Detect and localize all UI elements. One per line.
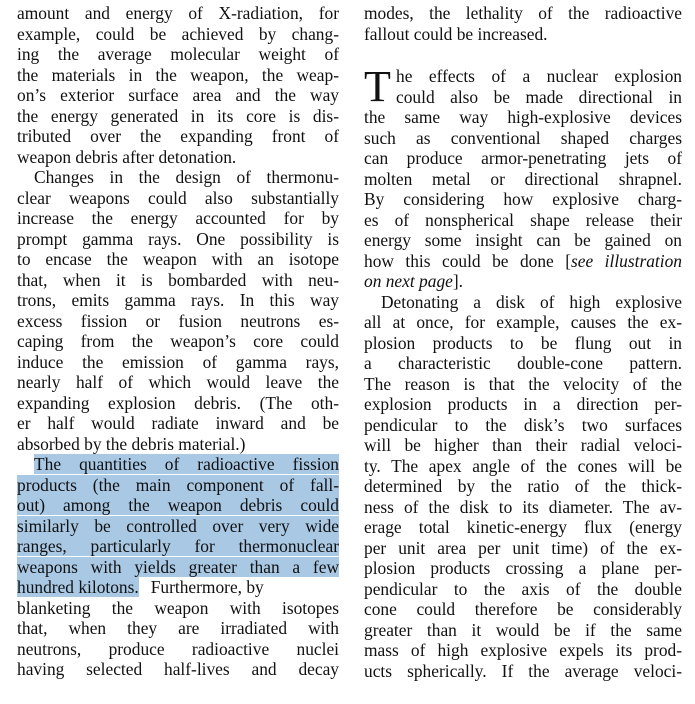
text-line: all at once, for example, causes the ex- bbox=[364, 312, 682, 332]
text-line: trons, emits gamma rays. In this way bbox=[17, 290, 339, 310]
text-line: cone could therefore be considerably bbox=[364, 599, 682, 619]
text-line: that, when it is bombarded with neu- bbox=[17, 269, 339, 290]
text-line: that, when they are irradiated with bbox=[17, 618, 339, 638]
text-line: plosion products crossing a plane per- bbox=[364, 558, 682, 578]
text-line: ness of the disk to its diameter. The av- bbox=[364, 496, 682, 517]
text-line: The reason is that the velocity of the bbox=[364, 373, 682, 394]
text-highlight[interactable]: products (the main component of fall- bbox=[17, 474, 339, 495]
text-line: Detonating a disk of high explosive bbox=[381, 291, 682, 312]
highlighted-text-line[interactable] bbox=[17, 557, 339, 578]
text-line: example, could be achieved by chang- bbox=[17, 23, 339, 44]
text-highlight[interactable]: weapons with yields greater than a few bbox=[17, 556, 339, 577]
text-line: pendicular to the disk’s two surfaces bbox=[364, 414, 682, 435]
text-line: the materials in the weapon, the weap- bbox=[17, 64, 339, 85]
paragraph-gap bbox=[364, 44, 682, 66]
text-highlight[interactable]: ranges, particularly for thermonuclear bbox=[17, 536, 339, 556]
text-line: amount and energy of X-radiation, for bbox=[17, 3, 339, 23]
text-line: energy some insight can be gained on bbox=[364, 230, 682, 250]
text-line: could also be made directional in bbox=[396, 86, 682, 107]
text-line: blanketing the weapon with isotopes bbox=[17, 597, 339, 618]
highlighted-text-line[interactable] bbox=[17, 516, 339, 537]
text-line: a characteristic double-cone pattern. bbox=[364, 353, 682, 373]
text-line: mass of high explosive expels its prod- bbox=[364, 640, 682, 660]
text-line: greater than it would be if the same bbox=[364, 619, 682, 640]
text-line: pendicular to the axis of the double bbox=[364, 578, 682, 599]
mixed-text-line bbox=[17, 577, 339, 598]
right-column bbox=[364, 3, 682, 681]
text-line: absorbed by the debris material.) bbox=[17, 433, 246, 454]
text-line: increase the energy accounted for by bbox=[17, 208, 339, 228]
text-highlight[interactable]: similarly be controlled over very wide bbox=[17, 515, 339, 536]
text-line: caping from the weapon’s core could bbox=[17, 331, 339, 351]
text-line: the same way high-explosive devices bbox=[364, 107, 682, 127]
mixed-text-line bbox=[364, 251, 682, 272]
illustration-reference[interactable]: see illustration bbox=[571, 250, 682, 271]
text-line: Changes in the design of thermonu- bbox=[34, 167, 339, 187]
text-line: induce the emission of gamma rays, bbox=[17, 351, 339, 372]
text-fragment: he effects of a nuclear explosion bbox=[396, 66, 682, 86]
text-line: nearly half of which would leave the bbox=[17, 372, 339, 392]
text-line: to encase the weapon with an isotope bbox=[17, 249, 339, 269]
highlighted-text-line[interactable] bbox=[17, 475, 339, 496]
text-line: plosion products to be flung out in bbox=[364, 332, 682, 353]
text-line: will be higher than their radial veloci- bbox=[364, 435, 682, 455]
highlighted-text-line[interactable] bbox=[17, 454, 339, 475]
text-fragment: ]. bbox=[452, 271, 463, 291]
text-line: es of nonspherical shape release their bbox=[364, 209, 682, 230]
text-line: er half would radiate inward and be bbox=[17, 413, 339, 433]
text-line: prompt gamma rays. One possibility is bbox=[17, 228, 339, 249]
text-line: excess fission or fusion neutrons es- bbox=[17, 310, 339, 331]
text-line: modes, the lethality of the radioactive bbox=[364, 3, 682, 23]
text-fragment: Furthermore, by bbox=[150, 577, 264, 597]
text-line: fallout could be increased. bbox=[364, 23, 548, 44]
left-column bbox=[17, 3, 339, 680]
text-line: By considering how explosive charg- bbox=[364, 189, 682, 209]
text-line: neutrons, produce radioactive nuclei bbox=[17, 638, 339, 659]
text-line: the energy generated in its core is dis- bbox=[17, 105, 339, 126]
text-line: erage total kinetic-energy flux (energy bbox=[364, 517, 682, 537]
text-line: having selected half-lives and decay bbox=[17, 659, 339, 679]
text-highlight[interactable]: hundred kilotons. bbox=[17, 577, 139, 597]
text-line: molten metal or directional shrapnel. bbox=[364, 168, 682, 189]
text-line: per unit area per unit time) of the ex- bbox=[364, 537, 682, 558]
highlighted-text-line[interactable] bbox=[17, 495, 339, 516]
text-line: explosion products in a direction per- bbox=[364, 394, 682, 414]
text-line: ing the average molecular weight of bbox=[17, 44, 339, 64]
highlighted-text-line[interactable] bbox=[17, 536, 339, 557]
text-highlight[interactable]: The quantities of radioactive fission bbox=[34, 454, 339, 474]
text-line: such as conventional shaped charges bbox=[364, 127, 682, 148]
mixed-text-line bbox=[364, 271, 682, 292]
text-line: determined by the ratio of the thick- bbox=[364, 476, 682, 496]
text-line: can produce armor-penetrating jets of bbox=[364, 148, 682, 168]
text-line: weapon debris after detonation. bbox=[17, 146, 237, 167]
text-fragment: how this could be done [ bbox=[364, 250, 572, 271]
illustration-reference[interactable]: on next page bbox=[364, 271, 453, 291]
text-line: on’s exterior surface area and the way bbox=[17, 85, 339, 105]
text-line: ty. The apex angle of the cones will be bbox=[364, 455, 682, 476]
text-line: ucts spherically. If the average veloci- bbox=[364, 660, 682, 681]
text-line: clear weapons could also substantially bbox=[17, 187, 339, 208]
text-highlight[interactable]: out) among the weapon debris could bbox=[17, 495, 339, 515]
text-line: tributed over the expanding front of bbox=[17, 126, 339, 146]
text-line: expanding explosion debris. (The oth- bbox=[17, 392, 339, 413]
drop-cap: T bbox=[364, 62, 391, 111]
